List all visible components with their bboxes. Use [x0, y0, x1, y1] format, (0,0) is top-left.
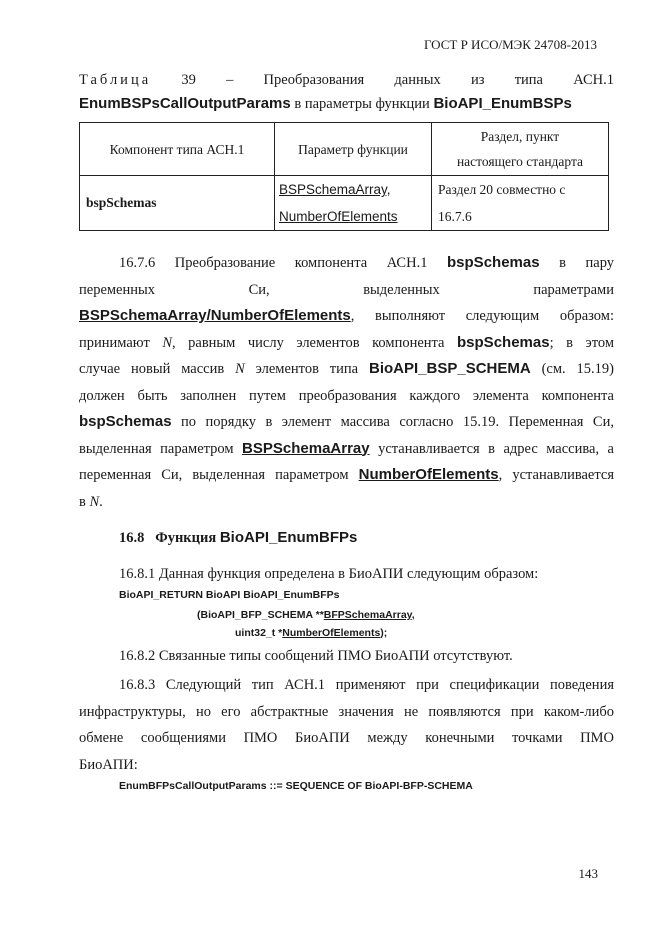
caption-function: BioAPI_EnumBSPs	[433, 95, 572, 112]
text: , равным числу элементов компонента	[171, 334, 458, 351]
section-ref-l2: 16.7.6	[438, 209, 472, 224]
document-header: ГОСТ Р ИСО/МЭК 24708-2013	[423, 37, 597, 52]
header-component: Компонент типа АСН.1	[80, 123, 275, 176]
p1-line	[79, 409, 614, 436]
p3-line: обмене сообщениями ПМО БиоАПИ между конечными точками ПМО	[79, 730, 614, 746]
word: АСН.1	[386, 255, 428, 271]
word: переменных	[79, 281, 156, 298]
mapping-table	[79, 122, 609, 231]
word: пару	[585, 255, 615, 271]
caption-mid: в параметры функции	[290, 96, 434, 112]
code-text: ,	[411, 609, 415, 621]
code-text: uint32_t *	[235, 627, 283, 639]
word: в	[559, 255, 566, 271]
text: по порядку в элемент массива согласно 15.19. Переменная Си,	[171, 414, 614, 430]
caption-word: Таблица	[79, 72, 152, 88]
text: устанавливается в адрес массива, а	[369, 440, 614, 457]
text: переменная Си, выделенная параметром	[79, 467, 359, 483]
caption-type-name: EnumBSPsCallOutputParams	[79, 95, 291, 112]
type-name: BioAPI_BSP_SCHEMA	[369, 360, 531, 377]
p1-line	[79, 330, 614, 357]
p1-line	[79, 356, 614, 383]
para-number: 16.7.6	[119, 255, 156, 271]
code-line	[235, 627, 387, 639]
component-name: bspSchemas	[79, 413, 172, 430]
header-section	[432, 123, 609, 176]
code-line	[197, 609, 415, 621]
caption-word: из	[470, 72, 485, 88]
table-row	[80, 176, 609, 231]
word: выделенных	[363, 281, 440, 298]
caption-word: АСН.1	[573, 72, 614, 88]
param-link[interactable]: NumberOfElements	[358, 466, 499, 483]
header-section-l1: Раздел, пункт	[480, 129, 560, 144]
section-number: 16.8	[119, 530, 145, 546]
code-param-link[interactable]: BFPSchemaArray	[323, 609, 412, 621]
asn-definition: EnumBFPsCallOutputParams ::= SEQUENCE OF BioAPI-BFP-SCHEMA	[119, 780, 473, 792]
text: случае новый массив	[79, 361, 236, 377]
section-ref-l1: Раздел 20 совместно с	[438, 182, 566, 197]
caption-word: типа	[514, 72, 543, 88]
text: , устанавливается	[498, 467, 614, 483]
p1-line	[79, 277, 614, 304]
section-title: Функция	[155, 530, 217, 546]
text: ; в этом	[549, 334, 614, 351]
paragraph-16-8-1: 16.8.1 Данная функция определена в БиоАПИ следующим образом:	[119, 566, 539, 582]
param-link-number-of-elements[interactable]: NumberOfElements	[279, 209, 398, 224]
word: Си,	[248, 281, 270, 298]
var-n: N	[89, 493, 100, 510]
text: .	[99, 493, 103, 510]
component-name: bspSchemas	[457, 333, 550, 351]
word: компонента	[294, 255, 368, 271]
p1-line	[79, 436, 614, 463]
component-name: bspSchemas	[447, 254, 540, 271]
cell-section	[432, 176, 609, 231]
param-link-schema-array[interactable]: BSPSchemaArray,	[279, 182, 391, 197]
p1-line	[79, 489, 614, 516]
caption-word: 39	[181, 72, 196, 88]
caption-word: Преобразования	[263, 72, 365, 88]
code-text: );	[380, 627, 388, 639]
page-number: 143	[578, 866, 598, 881]
section-function: BioAPI_EnumBFPs	[219, 529, 358, 546]
cell-component: bspSchemas	[80, 176, 275, 231]
caption-word: –	[226, 72, 234, 88]
text: (см. 15.19)	[530, 361, 614, 377]
p3-line: инфраструктуры, но его абстрактные значения не появляются при каком-либо	[79, 703, 614, 720]
table-header-row	[80, 123, 609, 176]
var-n: N	[235, 361, 245, 377]
word: параметрами	[533, 281, 614, 298]
param-pair-link[interactable]: BSPSchemaArray/NumberOfElements	[79, 307, 351, 324]
table-caption-line1	[79, 72, 614, 89]
text: принимают	[79, 334, 163, 351]
var-n: N	[162, 334, 172, 351]
text: в	[79, 493, 90, 510]
cell-parameter	[275, 176, 432, 231]
p3-line: 16.8.3 Следующий тип АСН.1 применяют при спецификации поведения	[119, 677, 614, 693]
paragraph-16-8-2: 16.8.2 Связанные типы сообщений ПМО БиоАПИ отсутствуют.	[119, 648, 513, 664]
paragraph-16-8-3	[79, 672, 614, 778]
param-link[interactable]: BSPSchemaArray	[242, 439, 370, 457]
word: Преобразование	[174, 255, 276, 271]
p1-line	[79, 303, 614, 330]
table-caption-line2	[79, 95, 572, 113]
code-text: (BioAPI_BFP_SCHEMA **	[197, 609, 324, 621]
header-section-l2: настоящего стандарта	[456, 154, 584, 169]
header-parameter: Параметр функции	[275, 123, 432, 176]
p1-line	[79, 462, 614, 489]
paragraph-16-7-6	[79, 250, 614, 515]
p1-line	[79, 250, 614, 277]
code-param-link[interactable]: NumberOfElements	[282, 627, 381, 639]
p1-line: должен быть заполнен путем преобразования каждого элемента компонента	[79, 387, 614, 404]
section-heading	[119, 529, 357, 547]
p3-line: БиоАПИ:	[79, 756, 138, 773]
text: выделенная параметром	[79, 440, 243, 457]
caption-word: данных	[394, 72, 441, 88]
text: , выполняют следующим образом:	[350, 308, 614, 324]
text: элементов типа	[244, 361, 369, 377]
code-line: BioAPI_RETURN BioAPI BioAPI_EnumBFPs	[119, 589, 340, 601]
